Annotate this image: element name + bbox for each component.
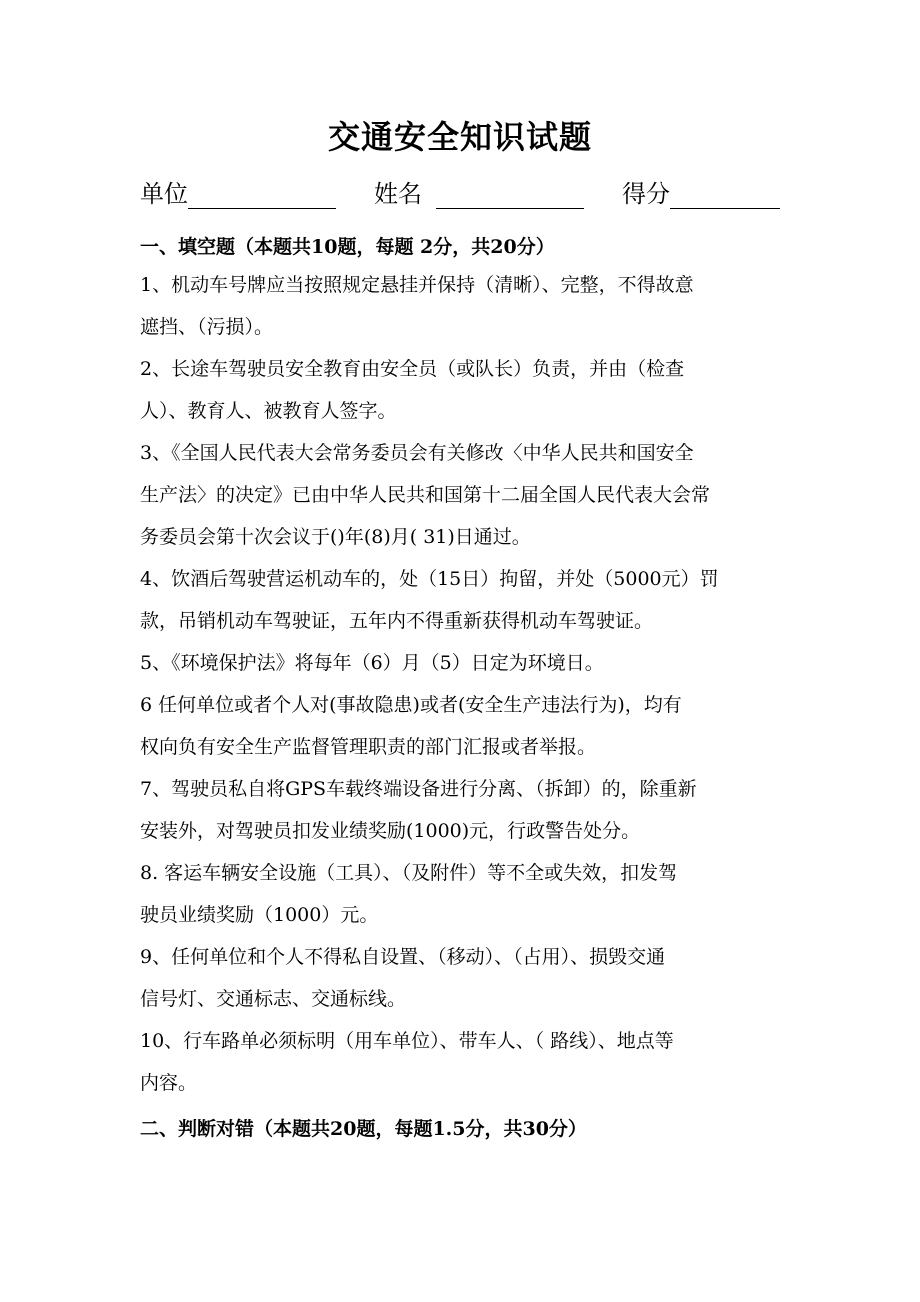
question-line: 务委员会第十次会议于()年(8)月( 31)日通过。 [140, 526, 531, 548]
question-line: 权向负有安全生产监督管理职责的部门汇报或者举报。 [140, 736, 597, 758]
question-4 [140, 558, 782, 642]
question-line: 10、行车路单必须标明（用车单位）、带车人、（ 路线）、地点等 [140, 1030, 674, 1052]
question-8 [140, 852, 782, 936]
question-6 [140, 684, 782, 768]
question-5 [140, 642, 782, 684]
question-line: 6 任何单位或者个人对(事故隐患)或者(安全生产违法行为)，均有 [140, 694, 682, 716]
question-line: 2、长途车驾驶员安全教育由安全员（或队长）负责，并由（检查 [140, 358, 685, 380]
section-heading-true-false: 二、判断对错（本题共20题，每题1.5分，共30分） [140, 1118, 587, 1140]
question-9 [140, 936, 782, 1020]
question-line: 安装外，对驾驶员扣发业绩奖励(1000)元，行政警告处分。 [140, 820, 641, 842]
score-label: 得分 [622, 180, 670, 208]
question-3 [140, 432, 782, 558]
question-line: 1、机动车号牌应当按照规定悬挂并保持（清晰）、完整，不得故意 [140, 274, 694, 296]
score-field [622, 174, 780, 209]
unit-label: 单位 [140, 180, 188, 208]
question-line: 款，吊销机动车驾驶证，五年内不得重新获得机动车驾驶证。 [140, 610, 654, 632]
question-line: 7、驾驶员私自将GPS车载终端设备进行分离、（拆卸）的，除重新 [140, 778, 697, 800]
question-line: 4、饮酒后驾驶营运机动车的，处（15日）拘留，并处（5000元）罚 [140, 568, 719, 590]
question-7 [140, 768, 782, 852]
question-line: 9、任何单位和个人不得私自设置、（移动）、（占用）、损毁交通 [140, 946, 666, 968]
name-field [374, 174, 584, 209]
page-title: 交通安全知识试题 [327, 118, 592, 156]
question-line: 驶员业绩奖励（1000）元。 [140, 904, 379, 926]
score-blank [670, 182, 780, 209]
unit-field [140, 174, 336, 209]
question-line: 遮挡、（污损）。 [140, 316, 274, 338]
question-10 [140, 1020, 782, 1104]
question-line: 内容。 [140, 1072, 198, 1094]
question-line: 生产法〉的决定》已由中华人民共和国第十二届全国人民代表大会常 [140, 484, 711, 506]
question-line: 3、《全国人民代表大会常务委员会有关修改〈中华人民共和国安全 [140, 442, 694, 464]
name-blank [436, 182, 584, 209]
question-line: 人）、教育人、被教育人签字。 [140, 400, 397, 422]
name-label: 姓名 [374, 180, 422, 208]
question-line: 5、《环境保护法》将每年（6）月（5）日定为环境日。 [140, 652, 604, 674]
section-heading-fill-in: 一、填空题（本题共10题，每题 2分，共20分） [140, 236, 555, 258]
info-row [140, 174, 782, 214]
question-line: 信号灯、交通标志、交通标线。 [140, 988, 407, 1010]
question-line: 8. 客运车辆安全设施（工具）、（及附件）等不全或失效，扣发驾 [140, 862, 678, 884]
question-1 [140, 264, 782, 348]
unit-blank [188, 182, 336, 209]
question-2 [140, 348, 782, 432]
